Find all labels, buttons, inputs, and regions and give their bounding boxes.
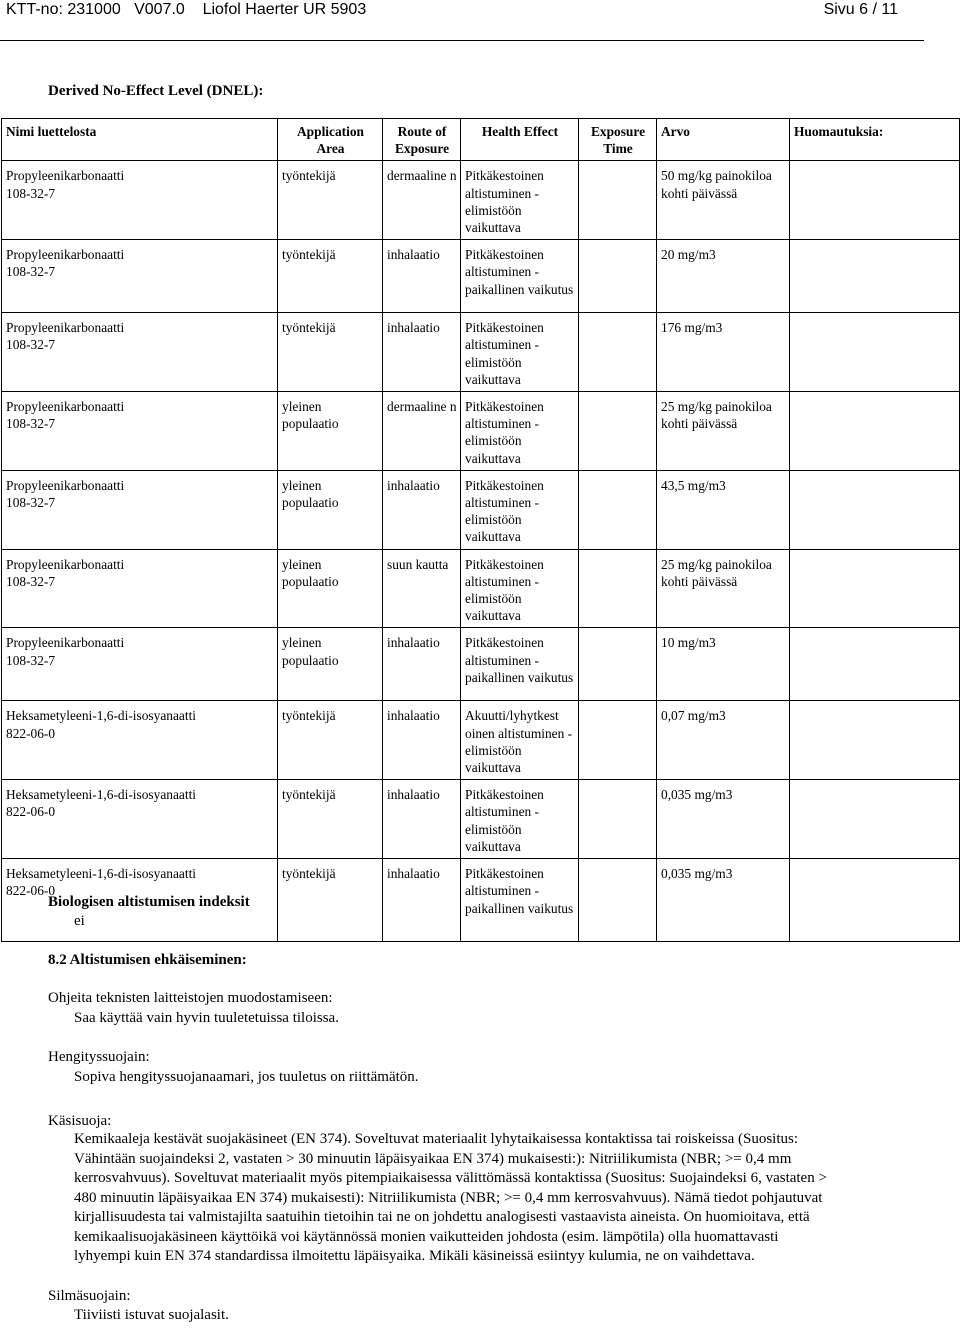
substance-name: Propyleenikarbonaatti xyxy=(6,247,125,263)
cell-value: 0,07 mg/m3 xyxy=(657,701,790,780)
table-row xyxy=(2,161,960,240)
cas-number: 822-06-0 xyxy=(6,804,56,820)
substance-name: Heksametyleeni-1,6-di-isosyanaatti xyxy=(6,866,197,882)
col-header-value: Arvo xyxy=(657,119,790,161)
substance-name: Heksametyleeni-1,6-di-isosyanaatti xyxy=(6,708,197,724)
document-id: KTT-no: 231000 V007.0 Liofol Haerter UR 5903 xyxy=(6,1,367,18)
dnel-table xyxy=(1,118,960,942)
col-header-effect: Health Effect xyxy=(461,119,579,161)
cas-number: 822-06-0 xyxy=(6,725,56,741)
cell-name xyxy=(2,549,278,628)
cell-route: suun kautta xyxy=(383,549,461,628)
col-header-remarks: Huomautuksia: xyxy=(790,119,960,161)
substance-name: Propyleenikarbonaatti xyxy=(6,635,125,651)
hand-line: kirjallisuudesta tai valmistajilta saatuihin tietoihin tai ne on johdettu analogisesti vastaavista aineista. On huomioitava, että xyxy=(74,1209,810,1225)
substance-name: Propyleenikarbonaatti xyxy=(6,320,125,336)
cell-route: inhalaatio xyxy=(383,628,461,701)
cell-effect: Pitkäkestoinen altistuminen - elimistöön vaikuttava xyxy=(461,313,579,392)
cell-value: 0,035 mg/m3 xyxy=(657,859,790,942)
cell-route: dermaaline n xyxy=(383,392,461,471)
cell-remarks xyxy=(790,701,960,780)
technical-text: Saa käyttää vain hyvin tuuletetuissa tiloissa. xyxy=(74,1010,339,1026)
cell-effect: Pitkäkestoinen altistuminen - elimistöön vaikuttava xyxy=(461,392,579,471)
cell-effect: Akuutti/lyhytkest oinen altistuminen - elimistöön vaikuttava xyxy=(461,701,579,780)
cell-time xyxy=(579,313,657,392)
cell-effect: Pitkäkestoinen altistuminen - paikallinen vaikutus xyxy=(461,240,579,313)
table-row xyxy=(2,701,960,780)
cas-number: 108-32-7 xyxy=(6,337,56,353)
page-header xyxy=(0,0,960,26)
col-header-area: Application Area xyxy=(278,119,383,161)
cas-number: 108-32-7 xyxy=(6,573,56,589)
cell-route: inhalaatio xyxy=(383,470,461,549)
col-header-route: Route of Exposure xyxy=(383,119,461,161)
cas-number: 108-32-7 xyxy=(6,185,56,201)
cell-area: työntekijä xyxy=(278,240,383,313)
cell-route: inhalaatio xyxy=(383,240,461,313)
hand-text xyxy=(74,1130,944,1267)
hand-line: lyhyempi kuin EN 374 standardissa ilmoitettu läpäisyaika. Mikäli käsineissä esiintyy kulumia, ne on vaihdettava. xyxy=(74,1248,755,1264)
cell-area: yleinen populaatio xyxy=(278,392,383,471)
cell-remarks xyxy=(790,780,960,859)
cell-effect: Pitkäkestoinen altistuminen - elimistöön vaikuttava xyxy=(461,549,579,628)
cas-number: 108-32-7 xyxy=(6,495,56,511)
cell-value: 176 mg/m3 xyxy=(657,313,790,392)
cell-value: 0,035 mg/m3 xyxy=(657,780,790,859)
cell-route: inhalaatio xyxy=(383,701,461,780)
cell-name xyxy=(2,701,278,780)
table-row xyxy=(2,313,960,392)
cell-route: inhalaatio xyxy=(383,859,461,942)
cell-value: 10 mg/m3 xyxy=(657,628,790,701)
cell-value: 50 mg/kg painokiloa kohti päivässä xyxy=(657,161,790,240)
cell-effect: Pitkäkestoinen altistuminen - paikallinen vaikutus xyxy=(461,628,579,701)
substance-name: Propyleenikarbonaatti xyxy=(6,477,125,493)
cell-remarks xyxy=(790,628,960,701)
cell-value: 25 mg/kg painokiloa kohti päivässä xyxy=(657,392,790,471)
hand-line: Vähintään suojaindeksi 2, vastaten > 30 minuutin läpäisyaikaa EN 374) mukaisesti:): Nitriilikumista (NBR; >= 0,4 mm xyxy=(74,1150,792,1167)
cell-remarks xyxy=(790,161,960,240)
respiratory-label: Hengityssuojain: xyxy=(48,1049,150,1065)
cell-time xyxy=(579,701,657,780)
cell-area: työntekijä xyxy=(278,859,383,942)
page-number: Sivu 6 / 11 xyxy=(823,1,898,18)
cell-remarks xyxy=(790,470,960,549)
cell-route: inhalaatio xyxy=(383,780,461,859)
cas-number: 108-32-7 xyxy=(6,264,56,280)
cell-area: yleinen populaatio xyxy=(278,549,383,628)
table-row xyxy=(2,549,960,628)
eye-label: Silmäsuojain: xyxy=(48,1288,131,1304)
cell-time xyxy=(579,628,657,701)
table-row xyxy=(2,240,960,313)
cell-area: työntekijä xyxy=(278,701,383,780)
bio-title: Biologisen altistumisen indeksit xyxy=(48,894,250,910)
col-header-time: Exposure Time xyxy=(579,119,657,161)
cell-effect: Pitkäkestoinen altistuminen - elimistöön vaikuttava xyxy=(461,470,579,549)
cell-remarks xyxy=(790,859,960,942)
cell-name xyxy=(2,470,278,549)
cell-route: inhalaatio xyxy=(383,313,461,392)
cell-time xyxy=(579,549,657,628)
cell-effect: Pitkäkestoinen altistuminen - paikallinen vaikutus xyxy=(461,859,579,942)
cell-value: 20 mg/m3 xyxy=(657,240,790,313)
table-row xyxy=(2,470,960,549)
cell-value: 43,5 mg/m3 xyxy=(657,470,790,549)
cell-time xyxy=(579,392,657,471)
cell-area: yleinen populaatio xyxy=(278,628,383,701)
cell-area: työntekijä xyxy=(278,780,383,859)
cell-name xyxy=(2,240,278,313)
cell-name xyxy=(2,161,278,240)
cell-remarks xyxy=(790,549,960,628)
hand-line: kerrosvahvuus). Soveltuvat materiaalit myös pitempiaikaisessa välittömässä kontaktissa (Suositus: Suojaindeksi 6, vastaten > xyxy=(74,1170,827,1186)
cell-time xyxy=(579,859,657,942)
cell-area: yleinen populaatio xyxy=(278,470,383,549)
cell-name xyxy=(2,392,278,471)
table-row xyxy=(2,780,960,859)
header-divider xyxy=(0,40,924,41)
cell-time xyxy=(579,161,657,240)
cas-number: 822-06-0 xyxy=(6,883,56,899)
cell-remarks xyxy=(790,313,960,392)
cell-name xyxy=(2,780,278,859)
cell-remarks xyxy=(790,392,960,471)
table-row xyxy=(2,628,960,701)
table-header-row xyxy=(2,119,960,161)
substance-name: Propyleenikarbonaatti xyxy=(6,556,125,572)
cell-remarks xyxy=(790,240,960,313)
substance-name: Propyleenikarbonaatti xyxy=(6,168,125,184)
hand-label: Käsisuoja: xyxy=(48,1113,112,1129)
cas-number: 108-32-7 xyxy=(6,652,56,668)
substance-name: Propyleenikarbonaatti xyxy=(6,399,125,415)
hand-line: Kemikaaleja kestävät suojakäsineet (EN 374). Soveltuvat materiaalit lyhytaikaisessa kontaktissa tai roiskeissa (Suositus: xyxy=(74,1131,798,1147)
eye-text: Tiiviisti istuvat suojalasit. xyxy=(74,1307,229,1323)
respiratory-text: Sopiva hengityssuojanaamari, jos tuuletus on riittämätön. xyxy=(74,1069,419,1085)
bio-value: ei xyxy=(74,913,85,929)
cell-time xyxy=(579,240,657,313)
hand-line: kemikaalisuojakäsineen käyttöikä voi käytännössä monien vaikutteiden johdosta (esim. lämpötila) olla huomattavasti xyxy=(74,1228,779,1245)
cell-name xyxy=(2,313,278,392)
substance-name: Heksametyleeni-1,6-di-isosyanaatti xyxy=(6,787,197,803)
section-82-title: 8.2 Altistumisen ehkäiseminen: xyxy=(48,952,247,968)
cell-name xyxy=(2,628,278,701)
cas-number: 108-32-7 xyxy=(6,416,56,432)
cell-effect: Pitkäkestoinen altistuminen - elimistöön vaikuttava xyxy=(461,780,579,859)
cell-area: työntekijä xyxy=(278,161,383,240)
table-row xyxy=(2,392,960,471)
cell-route: dermaaline n xyxy=(383,161,461,240)
cell-time xyxy=(579,470,657,549)
cell-value: 25 mg/kg painokiloa kohti päivässä xyxy=(657,549,790,628)
col-header-name: Nimi luettelosta xyxy=(2,119,278,161)
hand-line: 480 minuutin läpäisyaikaa EN 374) mukaisesti): Nitriilikumista (NBR; >= 0,4 mm kerrosvahvuus). Nämä tiedot pohjautuvat xyxy=(74,1189,823,1206)
cell-time xyxy=(579,780,657,859)
cell-effect: Pitkäkestoinen altistuminen - elimistöön vaikuttava xyxy=(461,161,579,240)
cell-area: työntekijä xyxy=(278,313,383,392)
technical-label: Ohjeita teknisten laitteistojen muodostamiseen: xyxy=(48,990,333,1006)
section-title: Derived No-Effect Level (DNEL): xyxy=(48,83,264,99)
